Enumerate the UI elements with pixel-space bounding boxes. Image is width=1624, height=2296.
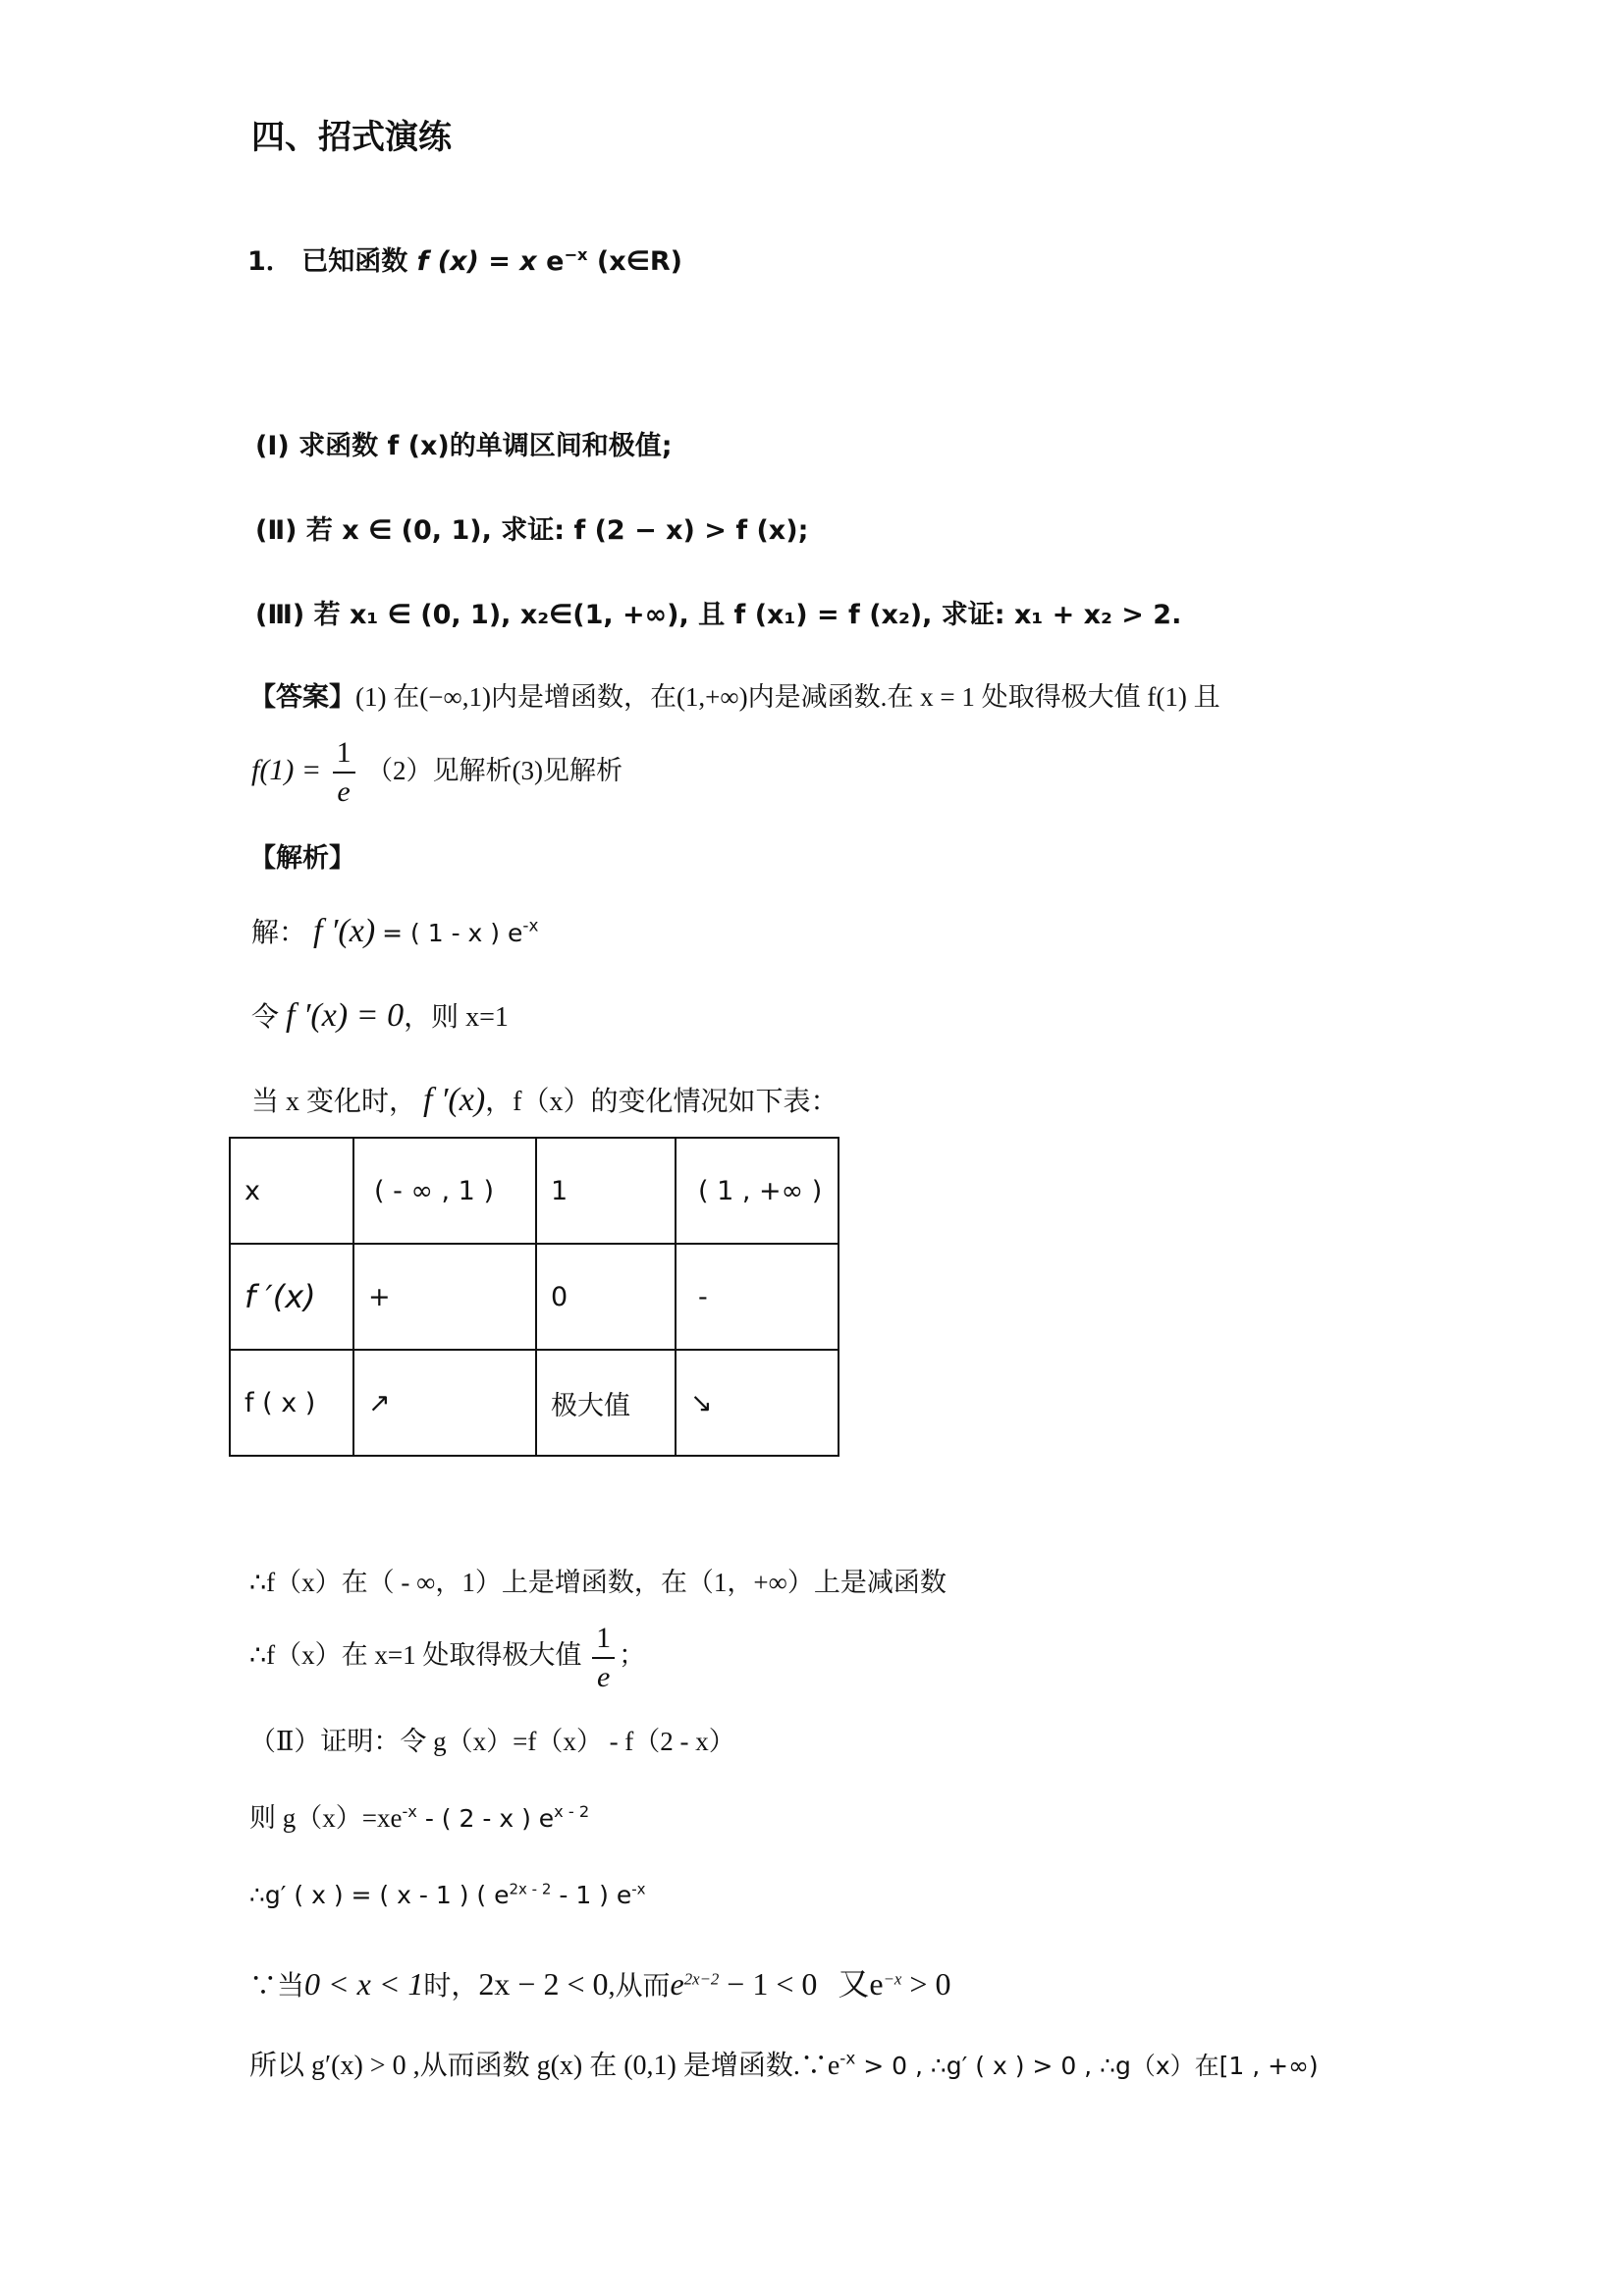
conclusion-c6-b: 时，: [423, 1971, 479, 2002]
answer-text: (1) 在(−∞,1)内是增函数，在(1,+∞)内是减函数.在 x = 1 处取得极大值 f(1) 且: [355, 682, 1220, 712]
conclusion-c7-rest: > 0 , ∴g′ ( x ) > 0 , ∴g（x）在[1 , +∞): [855, 2052, 1319, 2080]
conclusion-c6-exp: 2x−2: [683, 1969, 720, 1989]
conclusion-c6-exp2: −x: [883, 1969, 902, 1989]
conclusion-c6-f: > 0: [901, 1966, 951, 2002]
problem-part-1: (Ⅰ) 求函数 f (x)的单调区间和极值;: [255, 431, 673, 461]
analysis-l2-math: f ′(x) = 0: [286, 997, 405, 1034]
table-cell: 0: [536, 1244, 676, 1350]
analysis-l3-b: ，f（x）的变化情况如下表：: [485, 1087, 839, 1117]
conclusion-line-5: [249, 1881, 646, 1909]
conclusion-line-6: [249, 1959, 950, 2004]
problem-domain: (x∈R): [587, 246, 682, 277]
table-cell: -: [676, 1244, 839, 1350]
conclusion-c6-e: e: [670, 1966, 684, 2002]
conclusion-c2-b: ；: [619, 1640, 646, 1671]
conclusion-c5-a: ∴g′ ( x ) = ( x - 1 ) ( e: [249, 1881, 510, 1909]
answer-label: 【答案】: [249, 682, 355, 713]
analysis-label: 【解析】: [249, 843, 355, 874]
answer-line-2: [251, 738, 623, 807]
analysis-line-3: [251, 1080, 838, 1119]
analysis-l1-prefix: 解：: [251, 918, 307, 948]
problem-e: e: [536, 246, 565, 277]
conclusion-c5-exp2: -x: [631, 1880, 646, 1898]
analysis-l2-prefix: 令: [251, 1002, 280, 1033]
conclusion-c6-math: 0 < x < 1: [304, 1966, 424, 2002]
conclusion-line-2: [249, 1624, 645, 1692]
table-cell: ↗: [353, 1350, 536, 1456]
table-cell: 极大值: [536, 1350, 676, 1456]
problem-x: x: [519, 246, 537, 277]
table-row: [230, 1350, 839, 1456]
table-row: [230, 1244, 839, 1350]
conclusion-c6-c: ,从而: [608, 1971, 671, 2002]
conclusion-line-3: （Ⅱ）证明：令 g（x）=f（x） - f（2 - x）: [249, 1727, 735, 1756]
conclusion-c6-d: − 1 < 0: [719, 1966, 818, 2002]
problem-number: 1．: [247, 246, 293, 277]
problem-statement: [247, 240, 682, 278]
conclusion-c7: 所以 g′(x) > 0 ,从而函数 g(x) 在 (0,1) 是增函数.∵e: [249, 2051, 840, 2081]
answer-line-1: [249, 675, 1220, 714]
answer-frac-den: e: [337, 775, 351, 808]
conclusion-c4-b: - ( 2 - x ) e: [416, 1804, 555, 1833]
conclusion-line-7: [249, 2044, 1319, 2083]
conclusion-fraction: [592, 1624, 615, 1692]
problem-equals: =: [478, 246, 520, 277]
table-cell: f ′(x): [230, 1244, 353, 1350]
analysis-l1-exp: -x: [522, 915, 539, 935]
conclusion-c4-exp2: x - 2: [554, 1802, 590, 1821]
conclusion-line-1: ∴f（x）在（ - ∞，1）上是增函数，在（1，+∞）上是减函数: [249, 1568, 947, 1597]
answer-f1-lhs: f(1) =: [251, 753, 322, 786]
table-row: [230, 1138, 839, 1244]
analysis-l3-math: f ′(x): [423, 1082, 486, 1118]
table-cell: x: [230, 1138, 353, 1244]
conclusion-frac-den: e: [596, 1661, 611, 1693]
conclusion-c6-e2: 又e: [838, 1966, 884, 2002]
table-cell: f ( x ): [230, 1350, 353, 1456]
conclusion-line-4: [249, 1796, 589, 1835]
analysis-l3-a: 当 x 变化时，: [251, 1087, 417, 1117]
problem-intro: 已知函数: [301, 246, 408, 277]
table-cell: ( 1 , +∞ ): [676, 1138, 839, 1244]
table-cell: 1: [536, 1138, 676, 1244]
analysis-line-2: [251, 995, 509, 1035]
conclusion-c6-math2: 2x − 2 < 0: [478, 1966, 609, 2002]
table-cell: ↘: [676, 1350, 839, 1456]
table-cell: +: [353, 1244, 536, 1350]
section-title: 四、招式演练: [251, 118, 452, 157]
analysis-l2-rest: ，则 x=1: [404, 1002, 509, 1033]
conclusion-c4-a: 则 g（x）=xe: [249, 1803, 403, 1833]
conclusion-c4-exp1: -x: [402, 1802, 417, 1821]
conclusion-c5-exp1: 2x - 2: [509, 1880, 552, 1898]
conclusion-frac-num: 1: [592, 1624, 615, 1659]
problem-exp: −x: [564, 245, 588, 264]
analysis-line-1: [251, 911, 538, 950]
answer-frac-num: 1: [333, 738, 355, 774]
problem-fx: f (x): [416, 246, 479, 277]
problem-part-3: (Ⅲ) 若 x₁ ∈ (0, 1), x₂∈(1, +∞), 且 f (x₁) = f (x₂), 求证: x₁ + x₂ > 2.: [255, 600, 1182, 630]
conclusion-c2-a: ∴f（x）在 x=1 处取得极大值: [249, 1640, 582, 1671]
analysis-l1-rest: = ( 1 - x ) e: [382, 919, 523, 947]
table-cell: ( - ∞ , 1 ): [353, 1138, 536, 1244]
variation-table: [229, 1137, 839, 1457]
conclusion-c7-exp: -x: [839, 2048, 856, 2068]
answer-rest: （2）见解析(3)见解析: [366, 755, 623, 785]
conclusion-c5-b: - 1 ) e: [551, 1881, 632, 1909]
analysis-l1-math: f ′(x): [313, 913, 376, 949]
problem-part-2: (Ⅱ) 若 x ∈ (0, 1), 求证: f (2 − x) > f (x);: [255, 515, 809, 546]
conclusion-c6-a: ∵当: [249, 1971, 305, 2002]
answer-fraction: [333, 738, 355, 807]
